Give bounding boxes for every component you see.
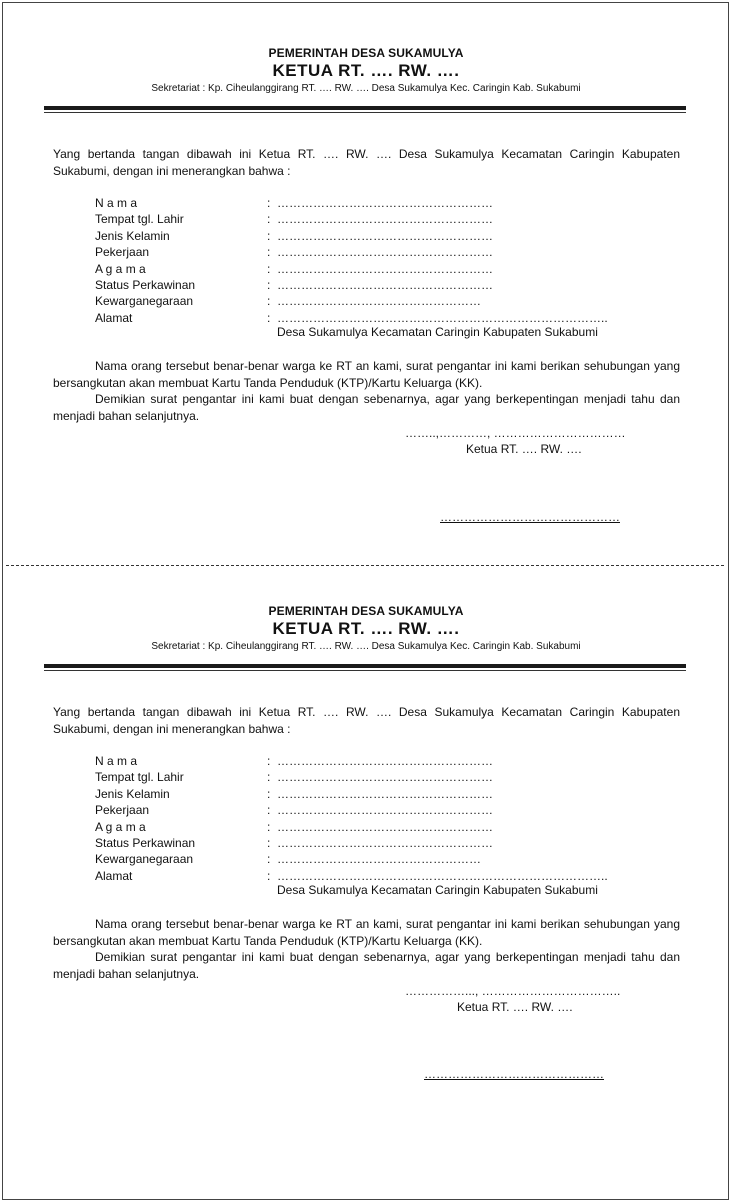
letter-bottom — [0, 558, 732, 1114]
field-blank: ……………………………………………………………………….. — [277, 868, 608, 883]
field-blank: ……………………………………………… — [277, 261, 493, 276]
field-colon: : — [267, 277, 271, 292]
sign-place-date: ……..,…………, …………………………… — [405, 426, 626, 440]
field-colon: : — [267, 310, 271, 325]
field-blank: ……………………………………………… — [277, 754, 493, 768]
field-label: Status Perkawinan — [95, 835, 196, 850]
field-colon: : — [267, 835, 271, 850]
field-blank: ……………………………………………… — [277, 803, 493, 818]
field-colon: : — [267, 261, 271, 276]
intro-paragraph: Yang bertanda tangan dibawah ini Ketua RT. …. RW. …. Desa Sukamulya Kecamatan Caringin Kabupaten Sukabumi, dengan ini menerangkan bahwa : — [53, 705, 680, 736]
field-blank: ……………………………………………… — [277, 786, 493, 801]
field-colon: : — [267, 819, 271, 834]
field-label: Kewarganegaraan — [95, 852, 194, 867]
field-blank: ……………………………………………… — [277, 770, 493, 785]
address-line-2: Desa Sukamulya Kecamatan Caringin Kabupaten Sukabumi — [277, 883, 598, 897]
letter-top — [0, 0, 732, 556]
field-colon: : — [267, 803, 271, 818]
body-paragraph-2: Demikian surat pengantar ini kami buat dengan sebenarnya, agar yang berkepentingan menjadi tahu dan menjadi bahan selanjutnya. — [53, 392, 680, 423]
sign-name-blank: ……………………………………… — [424, 1067, 604, 1081]
sign-name-blank: ……………………………………… — [440, 510, 620, 524]
field-blank: ……………………………………………… — [277, 245, 493, 260]
header-rule-thin — [44, 670, 686, 671]
field-blank: ……………………………………………………………………….. — [277, 310, 608, 325]
field-blank: …………………………………………… — [277, 294, 481, 309]
body-paragraph-1: Nama orang tersebut benar-benar warga ke RT an kami, surat pengantar ini kami berikan sehubungan yang bersangkutan akan membuat Kartu Tanda Penduduk (KTP)/Kartu Keluarga (KK). — [53, 917, 680, 948]
body-paragraph-2: Demikian surat pengantar ini kami buat dengan sebenarnya, agar yang berkepentingan menjadi tahu dan menjadi bahan selanjutnya. — [53, 950, 680, 981]
field-label: Tempat tgl. Lahir — [95, 212, 184, 227]
field-label: Pekerjaan — [95, 803, 150, 818]
ketua-heading: KETUA RT. …. RW. …. — [272, 61, 460, 80]
address-line-2: Desa Sukamulya Kecamatan Caringin Kabupaten Sukabumi — [277, 325, 598, 339]
intro-paragraph: Yang bertanda tangan dibawah ini Ketua RT. …. RW. …. Desa Sukamulya Kecamatan Caringin Kabupaten Sukabumi, dengan ini menerangkan bahwa : — [53, 147, 680, 178]
field-label: A g a m a — [95, 819, 146, 834]
field-blank: ……………………………………………… — [277, 228, 493, 243]
field-blank: ……………………………………………… — [277, 277, 493, 292]
header-rule-thick — [44, 664, 686, 668]
government-heading: PEMERINTAH DESA SUKAMULYA — [268, 46, 464, 60]
ketua-heading: KETUA RT. …. RW. …. — [272, 619, 460, 638]
field-label: Alamat — [95, 310, 133, 325]
field-blank: …………………………………………… — [277, 852, 481, 867]
field-blank: ……………………………………………… — [277, 212, 493, 227]
sign-title: Ketua RT. …. RW. …. — [466, 442, 582, 456]
field-colon: : — [267, 852, 271, 867]
field-label: Pekerjaan — [95, 245, 150, 260]
field-label: Alamat — [95, 868, 133, 883]
field-colon: : — [267, 212, 271, 227]
field-colon: : — [267, 868, 271, 883]
sign-place-date: ……………..., …………………………….. — [405, 984, 621, 998]
government-heading: PEMERINTAH DESA SUKAMULYA — [268, 604, 464, 618]
field-label: Jenis Kelamin — [95, 786, 170, 801]
field-label: N a m a — [95, 196, 138, 210]
field-label: Kewarganegaraan — [95, 294, 194, 309]
field-label: N a m a — [95, 754, 138, 768]
field-label: Jenis Kelamin — [95, 228, 170, 243]
field-colon: : — [267, 770, 271, 785]
field-blank: ……………………………………………… — [277, 819, 493, 834]
field-blank: ……………………………………………… — [277, 196, 493, 210]
field-label: Status Perkawinan — [95, 277, 196, 292]
body-paragraph-1: Nama orang tersebut benar-benar warga ke RT an kami, surat pengantar ini kami berikan sehubungan yang bersangkutan akan membuat Kartu Tanda Penduduk (KTP)/Kartu Keluarga (KK). — [53, 359, 680, 390]
field-colon: : — [267, 245, 271, 260]
field-colon: : — [267, 754, 271, 768]
field-label: Tempat tgl. Lahir — [95, 770, 184, 785]
field-label: A g a m a — [95, 261, 146, 276]
field-colon: : — [267, 228, 271, 243]
field-blank: ……………………………………………… — [277, 835, 493, 850]
field-colon: : — [267, 196, 271, 210]
secretariat-address: Sekretariat : Kp. Ciheulanggirang RT. …. RW. …. Desa Sukamulya Kec. Caringin Kab. Sukabumi — [151, 83, 581, 94]
secretariat-address: Sekretariat : Kp. Ciheulanggirang RT. …. RW. …. Desa Sukamulya Kec. Caringin Kab. Sukabumi — [151, 641, 581, 652]
sign-title: Ketua RT. …. RW. …. — [457, 1000, 573, 1014]
header-rule-thin — [44, 112, 686, 113]
field-colon: : — [267, 786, 271, 801]
field-colon: : — [267, 294, 271, 309]
header-rule-thick — [44, 106, 686, 110]
